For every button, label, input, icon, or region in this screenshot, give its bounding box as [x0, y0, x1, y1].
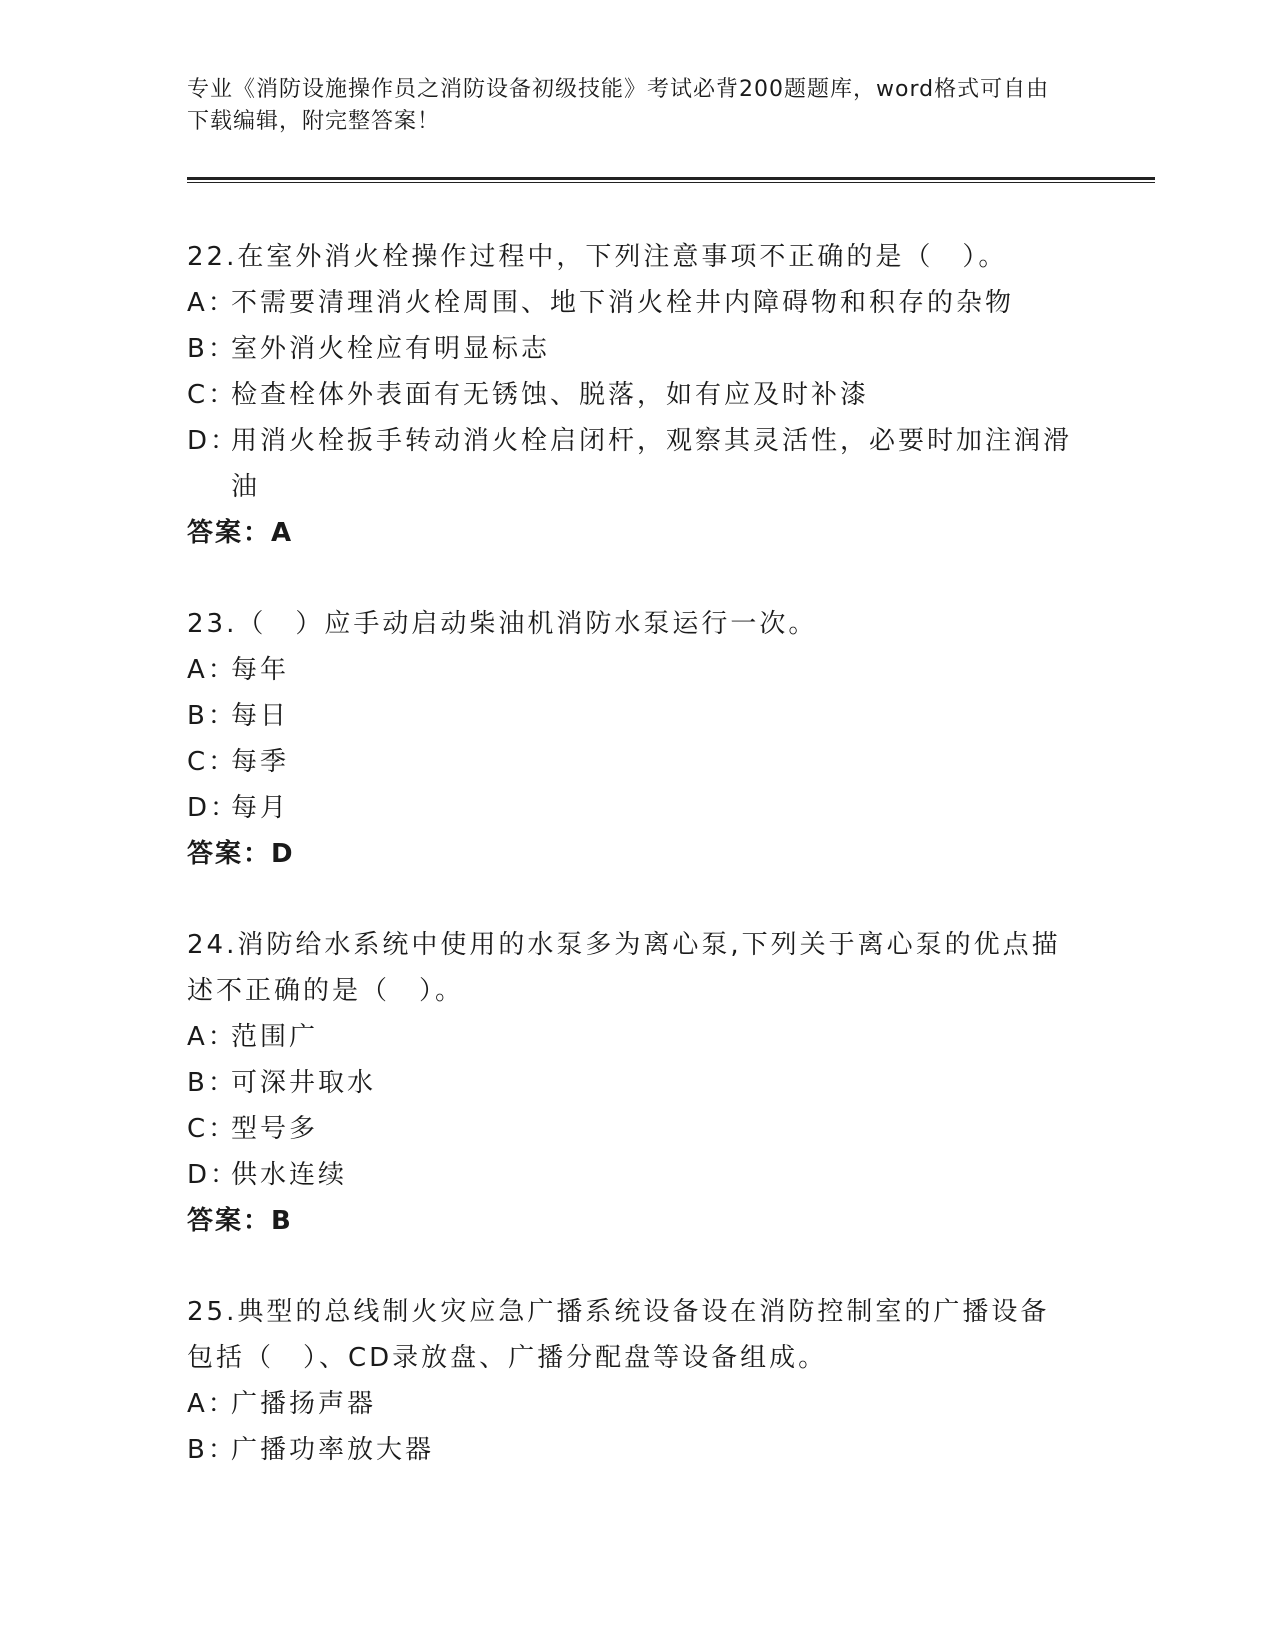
- option-key: C：: [187, 747, 238, 777]
- option-text: 广播扬声器: [231, 1389, 377, 1419]
- option-a: [187, 280, 1077, 326]
- question-stem: 25.典型的总线制火灾应急广播系统设备设在消防控制室的广播设备包括（ ）、CD录放盘、广播分配盘等设备组成。: [187, 1297, 1050, 1373]
- answer: 答案：D: [187, 839, 295, 869]
- option-key: B：: [187, 701, 237, 731]
- option-text: 范围广: [231, 1022, 319, 1052]
- option-key: A：: [187, 655, 237, 685]
- question-23: [187, 601, 1077, 877]
- answer: 答案：A: [187, 518, 294, 548]
- option-key: A：: [187, 288, 237, 318]
- option-b: [187, 326, 1077, 372]
- option-key: B：: [187, 1435, 237, 1465]
- question-25: [187, 1289, 1077, 1473]
- question-stem: 23.（ ）应手动启动柴油机消防水泵运行一次。: [187, 609, 818, 639]
- question-list: [187, 234, 1077, 1518]
- option-text: 检查栓体外表面有无锈蚀、脱落，如有应及时补漆: [231, 380, 870, 410]
- option-a: [187, 647, 1077, 693]
- option-text: 每季: [231, 747, 290, 777]
- option-text: 可深井取水: [231, 1068, 377, 1098]
- question-stem: 22.在室外消火栓操作过程中，下列注意事项不正确的是（ ）。: [187, 242, 1008, 272]
- option-key: C：: [187, 380, 238, 410]
- option-a: [187, 1381, 1077, 1427]
- option-key: A：: [187, 1389, 237, 1419]
- header-rule-thick: [187, 177, 1155, 180]
- option-text: 广播功率放大器: [231, 1435, 435, 1465]
- option-key: B：: [187, 1068, 237, 1098]
- option-text: 不需要清理消火栓周围、地下消火栓井内障碍物和积存的杂物: [231, 288, 1015, 318]
- question-24: [187, 922, 1077, 1244]
- option-text: 每日: [231, 701, 290, 731]
- option-key: D：: [187, 1160, 240, 1190]
- option-text: 型号多: [231, 1114, 319, 1144]
- option-b: [187, 693, 1077, 739]
- option-text: 每月: [231, 793, 290, 823]
- document-header: 专业《消防设施操作员之消防设备初级技能》考试必背200题题库，word格式可自由下载编辑，附完整答案！: [187, 77, 1050, 134]
- option-c: [187, 372, 1077, 418]
- option-key: C：: [187, 1114, 238, 1144]
- question-stem: 24.消防给水系统中使用的水泵多为离心泵,下列关于离心泵的优点描述不正确的是（ ）。: [187, 930, 1061, 1006]
- header-rule-thin: [187, 182, 1155, 183]
- option-d: [187, 785, 1077, 831]
- option-key: A：: [187, 1022, 237, 1052]
- option-key: D：: [187, 426, 240, 456]
- option-b: [187, 1427, 1077, 1473]
- option-text: 供水连续: [231, 1160, 348, 1190]
- option-c: [187, 1106, 1077, 1152]
- option-text: 用消火栓扳手转动消火栓启闭杆，观察其灵活性，必要时加注润滑油: [231, 426, 1073, 502]
- option-b: [187, 1060, 1077, 1106]
- option-d: [187, 418, 1077, 510]
- option-a: [187, 1014, 1077, 1060]
- question-22: [187, 234, 1077, 556]
- option-d: [187, 1152, 1077, 1198]
- option-key: B：: [187, 334, 237, 364]
- option-text: 每年: [231, 655, 290, 685]
- answer: 答案：B: [187, 1206, 293, 1236]
- option-c: [187, 739, 1077, 785]
- option-key: D：: [187, 793, 240, 823]
- option-text: 室外消火栓应有明显标志: [231, 334, 551, 364]
